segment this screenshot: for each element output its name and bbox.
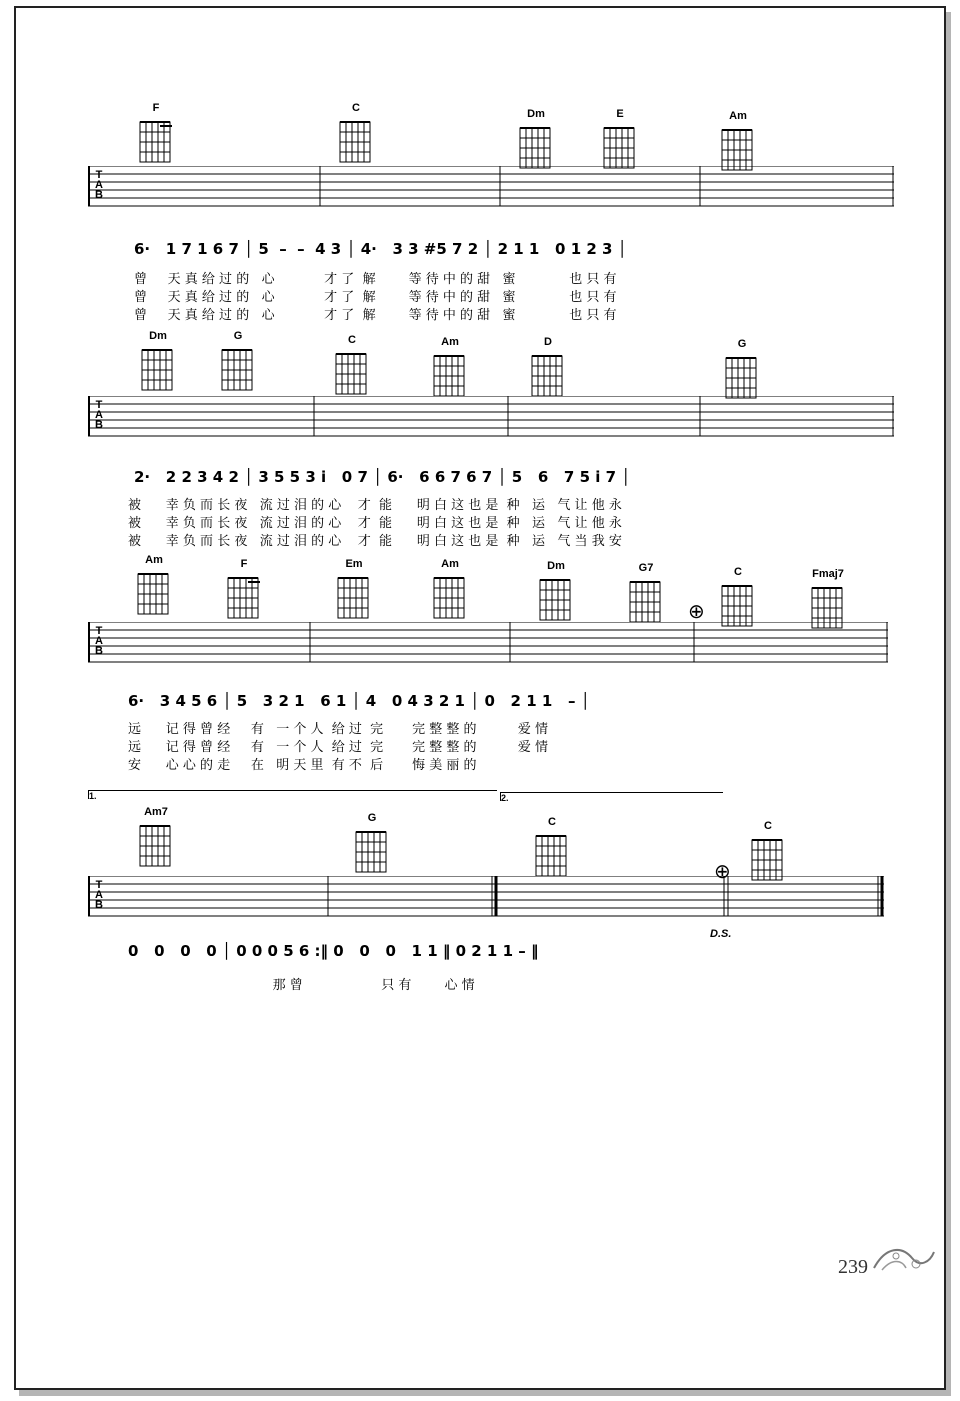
tab-label: T A B bbox=[95, 399, 103, 431]
chord-name: Dm bbox=[527, 108, 545, 120]
chord-name: Fmaj7 bbox=[812, 568, 844, 580]
chord-name: Am bbox=[441, 336, 459, 348]
numbered-notation: 6· 1 7 1 6 7 │ 5 – – 4 3 │ 4· 3 3 #5 7 2 │ 2 1 1 0 1 2 3 │ bbox=[134, 240, 627, 258]
chord-name: Am bbox=[145, 554, 163, 566]
lyrics-verse-1: 曾 天 真 给 过 的 心 才 了 解 等 待 中 的 甜 蜜 也 只 有 bbox=[134, 272, 617, 287]
lyrics-verse-1: 远 记 得 曾 经 有 一 个 人 给 过 完 完 整 整 的 爱 情 bbox=[128, 722, 548, 737]
coda-icon: ⊕ bbox=[714, 861, 731, 883]
coda-icon: ⊕ bbox=[688, 601, 705, 623]
numbered-notation: 2· 2 2 3 4 2 │ 3 5 5 3 i 0 7 │ 6· 6 6 7 6 7 │ 5 6 7 5 i 7 │ bbox=[134, 468, 631, 486]
chord-name: Am bbox=[729, 110, 747, 122]
system-4 bbox=[16, 790, 944, 1010]
ds-mark: D.S. bbox=[710, 928, 732, 940]
chord-name: E bbox=[616, 108, 624, 120]
chord-name: G bbox=[367, 812, 377, 824]
page-number: 239 bbox=[838, 1256, 868, 1278]
chord-name: Am7 bbox=[144, 806, 168, 818]
system-1 bbox=[16, 102, 944, 332]
chord-name: Dm bbox=[149, 330, 167, 342]
chord-name: Em bbox=[345, 558, 363, 570]
lyrics-verse-2: 远 记 得 曾 经 有 一 个 人 给 过 完 完 整 整 的 爱 情 bbox=[128, 740, 548, 755]
lyrics-verse-3: 曾 天 真 给 过 的 心 才 了 解 等 待 中 的 甜 蜜 也 只 有 bbox=[134, 308, 617, 323]
lyrics-verse-2: 被 幸 负 而 长 夜 流 过 泪 的 心 才 能 明 白 这 也 是 种 运 气 让 他 永 bbox=[128, 516, 622, 531]
chord-name: F bbox=[240, 558, 248, 570]
score-page bbox=[14, 6, 946, 1390]
chord-name: C bbox=[734, 566, 742, 578]
lyrics-verse-3: 被 幸 负 而 长 夜 流 过 泪 的 心 才 能 明 白 这 也 是 种 运 气 当 我 安 bbox=[128, 534, 622, 549]
chord-name: C bbox=[764, 820, 772, 832]
lyrics-verse-3: 安 心 心 的 走 在 明 天 里 有 不 后 悔 美 丽 的 bbox=[128, 758, 477, 773]
lyrics-verse-1: 被 幸 负 而 长 夜 流 过 泪 的 心 才 能 明 白 这 也 是 种 运 气 让 他 永 bbox=[128, 498, 622, 513]
ornament-icon bbox=[872, 1240, 938, 1280]
chord-name: Am bbox=[441, 558, 459, 570]
tab-staff bbox=[88, 622, 898, 672]
lyrics-line: 那 曾 只 有 心 情 bbox=[128, 978, 475, 993]
volta-2: 2. bbox=[500, 792, 723, 801]
system-3 bbox=[16, 554, 944, 784]
numbered-notation: 0 0 0 0 │ 0 0 0 5 6 :‖ 0 0 0 1 1 ‖ 0 2 1 1 – ‖ bbox=[128, 942, 539, 960]
volta-1: 1. bbox=[88, 790, 497, 799]
lyrics-verse-2: 曾 天 真 给 过 的 心 才 了 解 等 待 中 的 甜 蜜 也 只 有 bbox=[134, 290, 617, 305]
tab-label: T A B bbox=[95, 625, 103, 657]
tab-staff bbox=[88, 166, 898, 216]
chord-name: C bbox=[352, 102, 360, 114]
tab-label: T A B bbox=[95, 879, 103, 911]
numbered-notation: 6· 3 4 5 6 │ 5 3 2 1 6 1 │ 4 0 4 3 2 1 │ 0 2 1 1 – │ bbox=[128, 692, 590, 710]
chord-name: G bbox=[233, 330, 243, 342]
chord-name: C bbox=[348, 334, 356, 346]
chord-name: Dm bbox=[547, 560, 565, 572]
tab-label: T A B bbox=[95, 169, 103, 201]
chord-name: C bbox=[548, 816, 556, 828]
chord-name: G bbox=[737, 338, 747, 350]
chord-name: F bbox=[152, 102, 160, 114]
system-2 bbox=[16, 330, 944, 560]
chord-name: D bbox=[544, 336, 552, 348]
tab-staff bbox=[88, 876, 898, 926]
chord-name: G7 bbox=[638, 562, 654, 574]
tab-staff bbox=[88, 396, 898, 446]
